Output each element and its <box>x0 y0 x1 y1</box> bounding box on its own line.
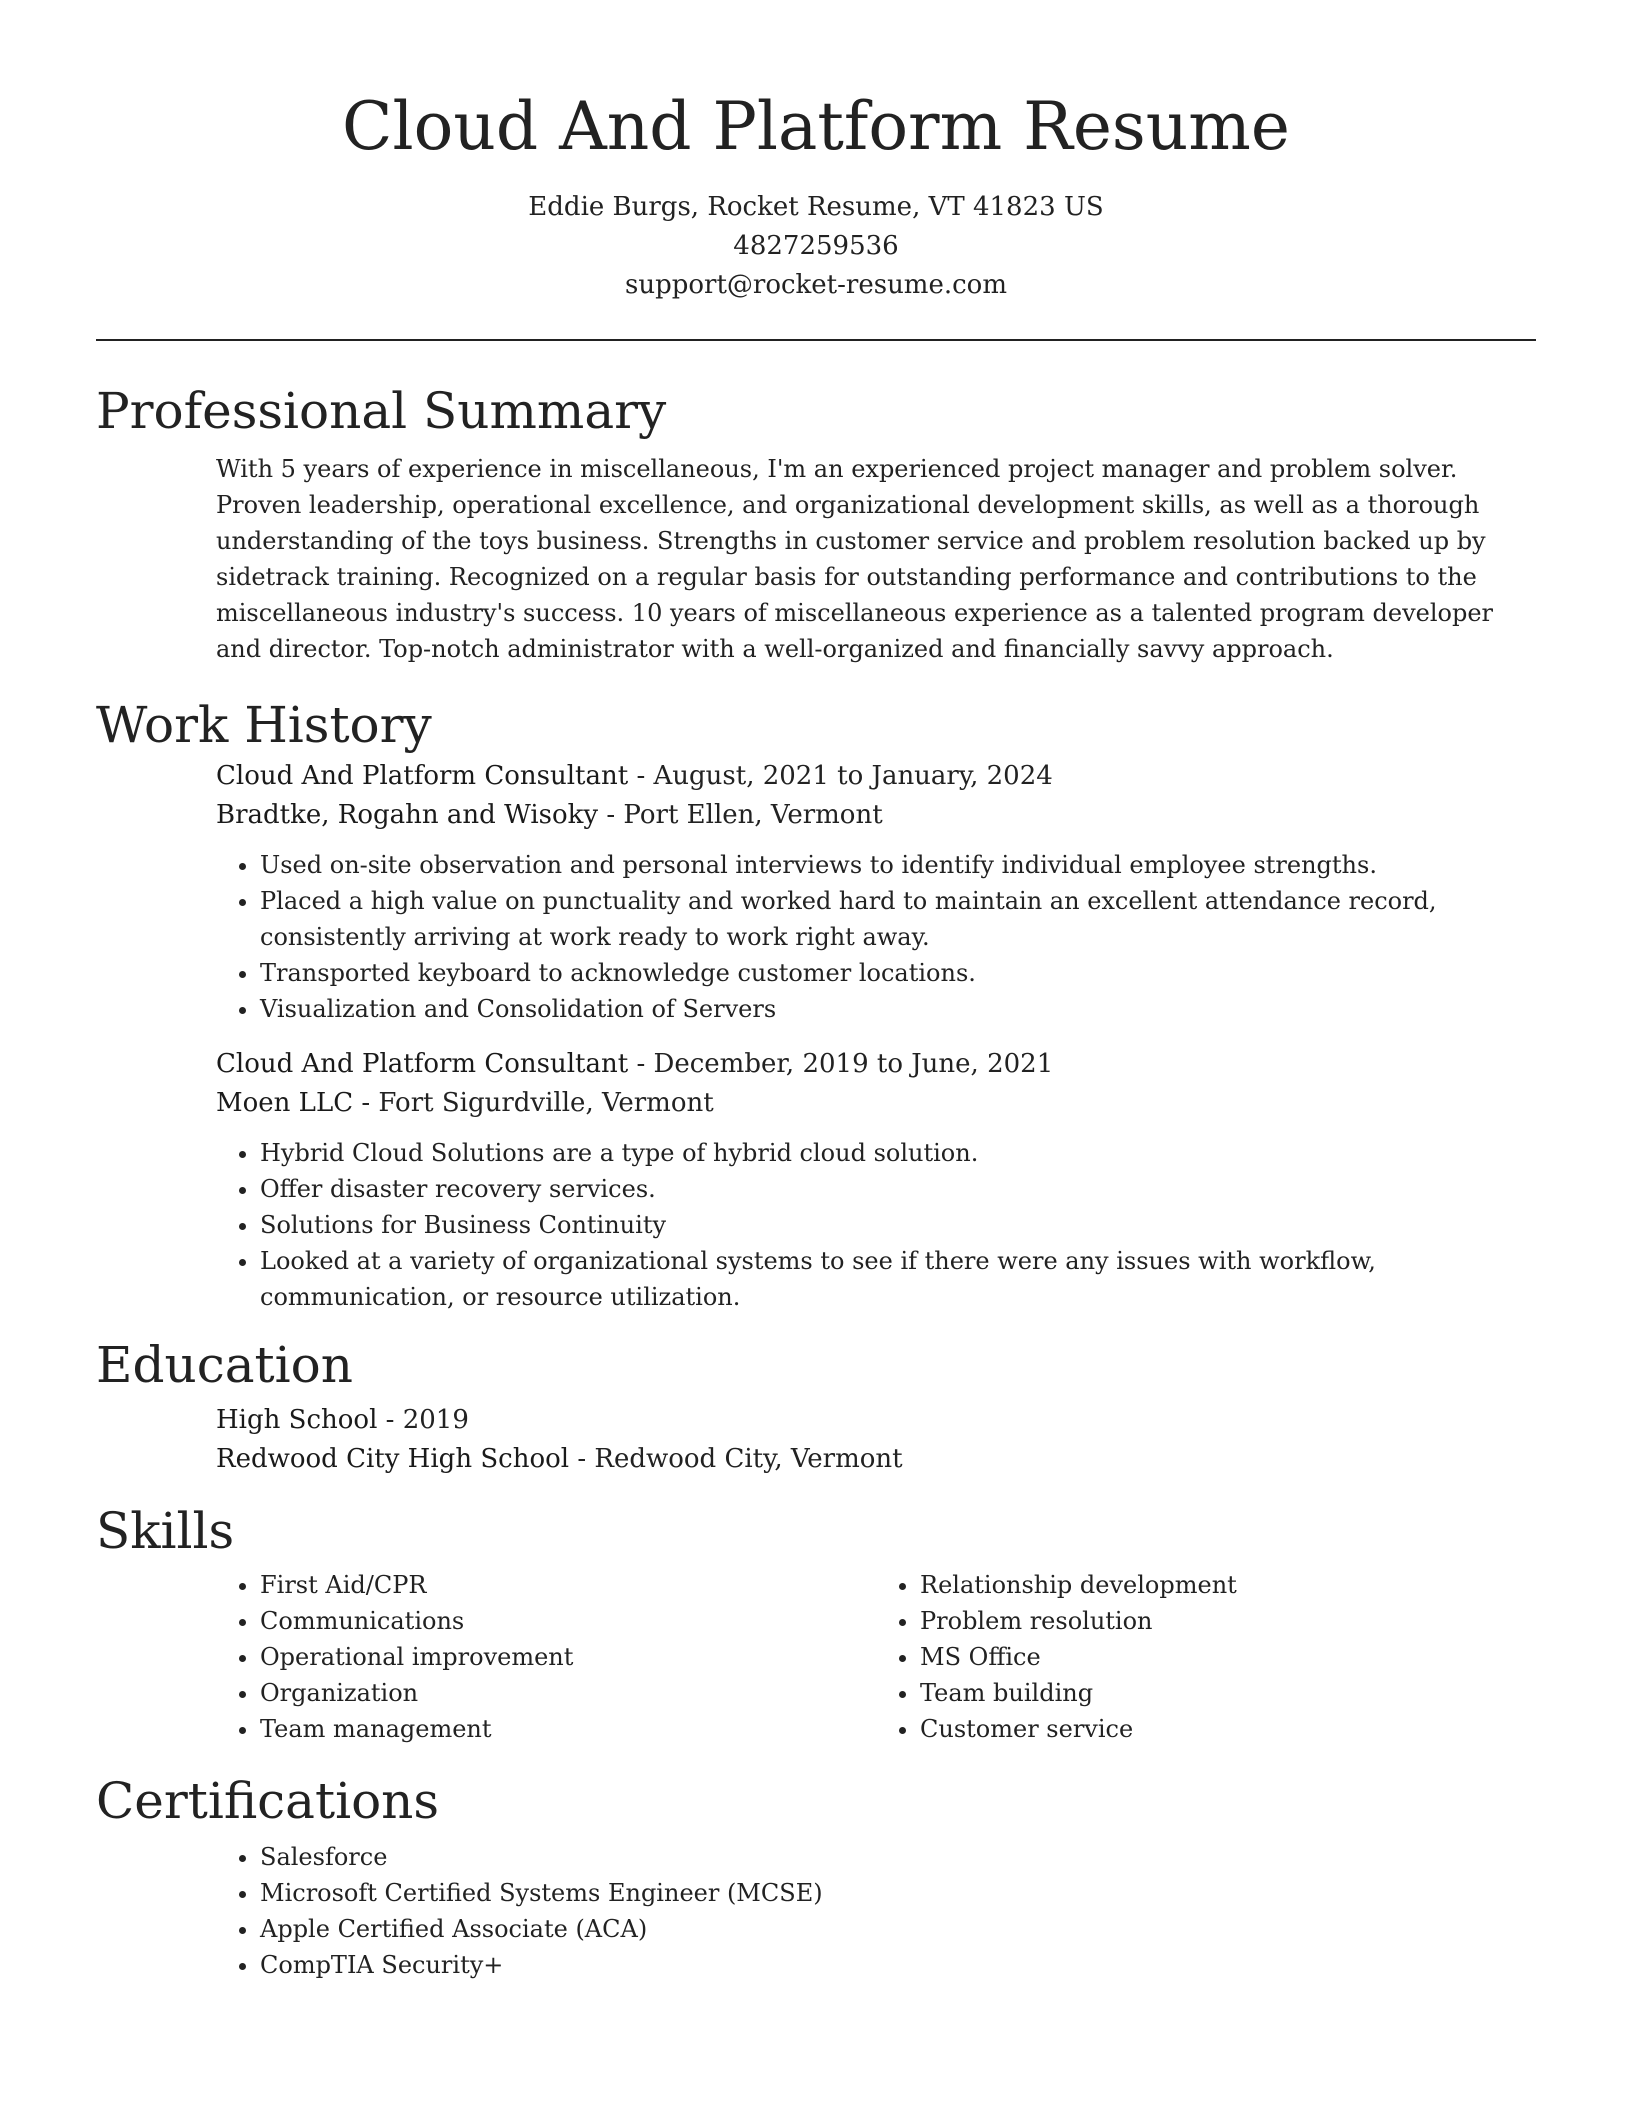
contact-phone: 4827259536 <box>733 231 899 261</box>
education-year: - 2019 <box>385 1405 469 1435</box>
certifications-heading: Certifications <box>96 1772 440 1830</box>
skill-item: • Customer service <box>920 1711 1536 1747</box>
skill-item: • Communications <box>260 1603 876 1639</box>
certification-item: • CompTIA Security+ <box>260 1947 1536 1983</box>
contact-address: Eddie Burgs, Rocket Resume, VT 41823 US <box>528 192 1104 222</box>
job-bullet: • Visualization and Consolidation of Servers <box>260 991 1536 1027</box>
skill-item: • Problem resolution <box>920 1603 1536 1639</box>
job-company-line <box>216 796 1536 835</box>
job-company-line <box>216 1084 1536 1123</box>
job-dates: - August, 2021 to January, 2024 <box>636 761 1053 791</box>
job-bullet: • Offer disaster recovery services. <box>260 1171 1536 1207</box>
job-location: - Fort Sigurdville, Vermont <box>361 1088 714 1118</box>
contact-block <box>96 188 1536 305</box>
job-bullet: • Used on-site observation and personal interviews to identify individual employee strengths. <box>260 847 1536 883</box>
job-dates: - December, 2019 to June, 2021 <box>636 1049 1054 1079</box>
job-bullets <box>216 1135 1536 1315</box>
job-title: Cloud And Platform Consultant <box>216 761 629 791</box>
certifications-list <box>216 1839 1536 1983</box>
job-company: Moen LLC <box>216 1088 354 1118</box>
job-title-line <box>216 1045 1536 1084</box>
education-heading: Education <box>96 1336 353 1394</box>
skill-item: • Relationship development <box>920 1567 1536 1603</box>
job-bullets <box>216 847 1536 1027</box>
work-history-heading: Work History <box>96 696 432 754</box>
skills-list-right <box>876 1567 1536 1747</box>
job-location: - Port Ellen, Vermont <box>606 800 883 830</box>
job-entry <box>216 757 1536 1027</box>
education-school: Redwood City High School <box>216 1444 570 1474</box>
certification-item: • Apple Certified Associate (ACA) <box>260 1911 1536 1947</box>
job-entry <box>216 1045 1536 1315</box>
skills-heading: Skills <box>96 1502 235 1560</box>
skill-item: • Team building <box>920 1675 1536 1711</box>
certifications-block <box>216 1839 1536 1983</box>
education-degree-line <box>216 1401 1536 1440</box>
skill-item: • Team management <box>260 1711 876 1747</box>
summary-text: With 5 years of experience in miscellaneous, I'm an experienced project manager and problem solver. Proven leadership, operational excellence, and organizational development skills, as well as a thorough understanding of the toys business. Strengths in customer service and problem resolution backed up by sidetrack training. Recognized on a regular basis for outstanding performance and contributions to the miscellaneous industry's success. 10 years of miscellaneous experience as a talented program developer and director. Top-notch administrator with a well-organized and financially savvy approach. <box>216 455 1494 663</box>
skill-item: • First Aid/CPR <box>260 1567 876 1603</box>
job-bullet: • Placed a high value on punctuality and worked hard to maintain an excellent attendance record, consistently arriving at work ready to work right away. <box>260 883 1536 955</box>
resume-title: Cloud And Platform Resume <box>342 88 1290 165</box>
job-bullet: • Solutions for Business Continuity <box>260 1207 1536 1243</box>
education-entry <box>216 1401 1536 1479</box>
job-title: Cloud And Platform Consultant <box>216 1049 629 1079</box>
education-degree: High School <box>216 1405 378 1435</box>
skills-columns <box>216 1567 1536 1747</box>
skill-item: • Operational improvement <box>260 1639 876 1675</box>
certification-item: • Microsoft Certified Systems Engineer (MCSE) <box>260 1875 1536 1911</box>
contact-email: support@rocket-resume.com <box>624 270 1007 300</box>
certification-item: • Salesforce <box>260 1839 1536 1875</box>
skills-list-left <box>216 1567 876 1747</box>
skill-item: • MS Office <box>920 1639 1536 1675</box>
job-title-line <box>216 757 1536 796</box>
skill-item: • Organization <box>260 1675 876 1711</box>
job-bullet: • Transported keyboard to acknowledge customer locations. <box>260 955 1536 991</box>
header-divider <box>96 339 1536 341</box>
job-bullet: • Hybrid Cloud Solutions are a type of hybrid cloud solution. <box>260 1135 1536 1171</box>
education-location: - Redwood City, Vermont <box>577 1444 903 1474</box>
job-company: Bradtke, Rogahn and Wisoky <box>216 800 599 830</box>
education-school-line <box>216 1440 1536 1479</box>
summary-heading: Professional Summary <box>96 382 667 440</box>
job-bullet: • Looked at a variety of organizational systems to see if there were any issues with workflow, communication, or resource utilization. <box>260 1243 1536 1315</box>
